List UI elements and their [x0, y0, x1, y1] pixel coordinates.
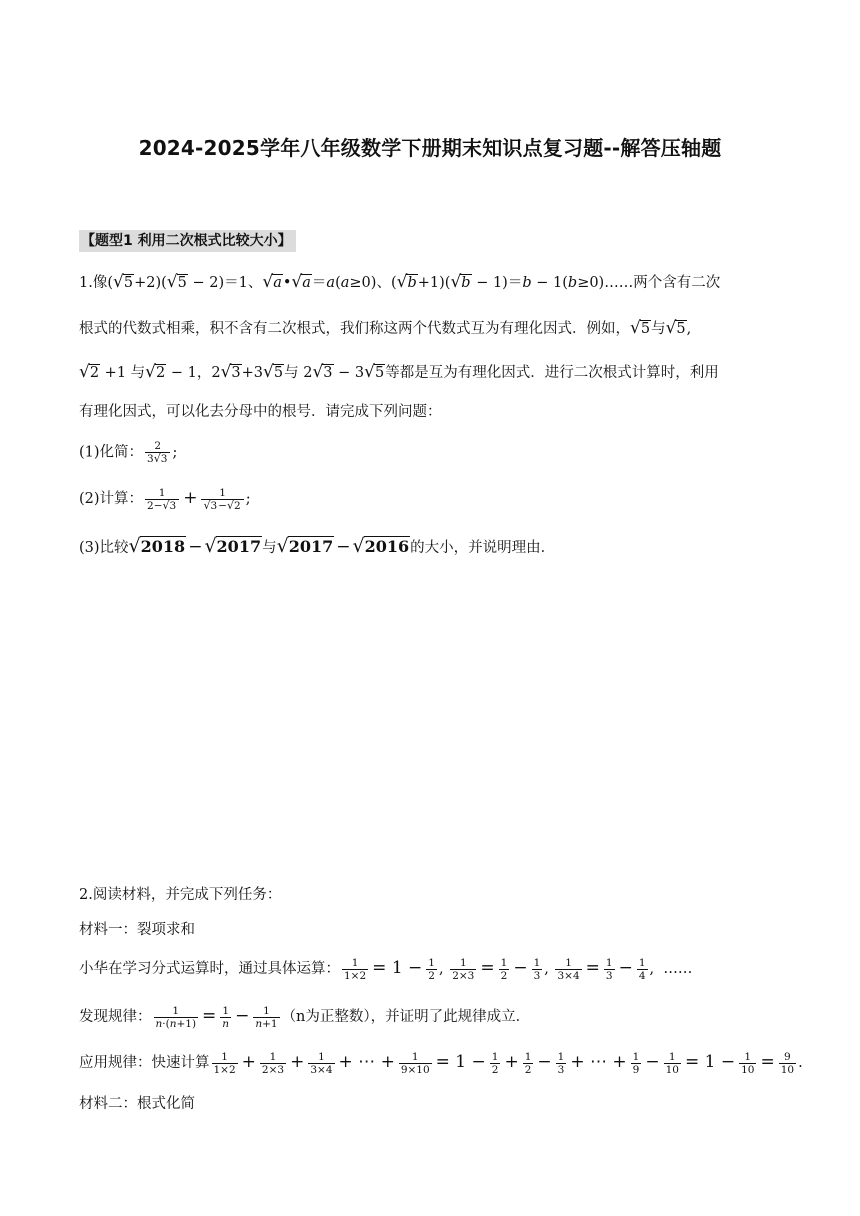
- conjunction: 与: [262, 540, 277, 556]
- math-expr: (√5+2)(√5 − 2)＝1、√a•√a＝a(a≥0)、(√b+1)(√b − 1)＝b − 1(b≥0)……: [107, 272, 634, 292]
- q1-intro-prefix: 像: [92, 275, 108, 291]
- text: 发现规律：: [79, 1009, 152, 1025]
- fraction: $\frac{1}{√3-√2}$: [201, 487, 243, 512]
- q2-material-1-line-3: 应用规律：快速计算 $\frac{1}{1\times 2}$ + $\frac{1}{2\times 3}$ + $\frac{1}{3\times 4}$ + ⋯ + $\frac{1}{9\times 10}$ = 1 − $\frac{1}{2}$ + $\frac{1}{2}$ − $\frac{1}{3}$ + ⋯ + $\frac{1}{9}$ − $\frac{1}{10}$ = 1 − $\frac{1}{10}$ = $\frac{9}{10}$ .: [79, 1050, 803, 1076]
- q1-intro-line-3: [79, 360, 719, 385]
- q2-material-1-title: 材料一：裂项求和: [79, 922, 195, 938]
- q1-part-3: [79, 534, 555, 560]
- q1-intro-tail: 两个含有二次: [633, 275, 721, 291]
- q1-number: 1.: [79, 275, 93, 291]
- text: 小华在学习分式运算时，通过具体运算：: [79, 961, 340, 977]
- q1-intro-tail: 等都是互为有理化因式．进行二次根式计算时，利用: [385, 365, 719, 381]
- q2-material-1-line-2: 发现规律： $\frac{1}{n\cdot(n+1)}$ = $\frac{1}{n}$ − $\frac{1}{n+1}$ （n为正整数），并证明了此规律成立．: [79, 1004, 531, 1030]
- text: （n为正整数），并证明了此规律成立．: [281, 1009, 531, 1025]
- section-header: 【题型1 利用二次根式比较大小】: [79, 230, 296, 252]
- q1-intro-line-2: [79, 316, 691, 341]
- math-expr: √2018 − √2017: [128, 535, 262, 557]
- part-label: (3)比较: [79, 540, 129, 556]
- fraction: $\frac{2}{3√3}$: [145, 440, 170, 465]
- q2-material-2-title: 材料二：根式化简: [79, 1096, 195, 1112]
- q2-intro: 2.阅读材料，并完成下列任务：: [79, 887, 282, 903]
- text: 应用规律：快速计算: [79, 1055, 210, 1071]
- q1-intro-line-1: [79, 270, 720, 295]
- q1-part-3-tail: 的大小，并说明理由．: [410, 540, 556, 556]
- math-expr: √5与√5,: [630, 318, 692, 338]
- math-expr: √2017 − √2016: [276, 535, 410, 557]
- fraction: $\frac{1}{2-√3}$: [145, 487, 179, 512]
- q1-part-1: (1)化简： $\frac{2}{3√3}$ ;: [79, 440, 178, 465]
- part-label: (1)化简：: [79, 444, 144, 461]
- page-title: 2024-2025学年八年级数学下册期末知识点复习题--解答压轴题: [138, 136, 722, 160]
- math-expr: √2 +1 与√2 − 1，2√3+3√5与 2√3 − 3√5: [79, 362, 385, 382]
- q1-part-2: (2)计算： $\frac{1}{2-√3}$ + $\frac{1}{√3-√2}$ ;: [79, 486, 251, 512]
- part-label: (2)计算：: [79, 491, 144, 507]
- ellipsis: ……: [663, 961, 693, 977]
- q2-material-1-line-1: 小华在学习分式运算时，通过具体运算： $\frac{1}{1\times 2}$ = 1 − $\frac{1}{2}$ , $\frac{1}{2\times 3}$ = $\frac{1}{2}$ − $\frac{1}{3}$ , $\frac{1}{3\times 4}$ = $\frac{1}{3}$ − $\frac{1}{4}$ , ……: [79, 956, 693, 982]
- q1-intro-line-4: 有理化因式，可以化去分母中的根号．请完成下列问题：: [79, 404, 442, 420]
- q1-intro-text: 根式的代数式相乘，积不含有二次根式，我们称这两个代数式互为有理化因式．例如，: [79, 321, 630, 337]
